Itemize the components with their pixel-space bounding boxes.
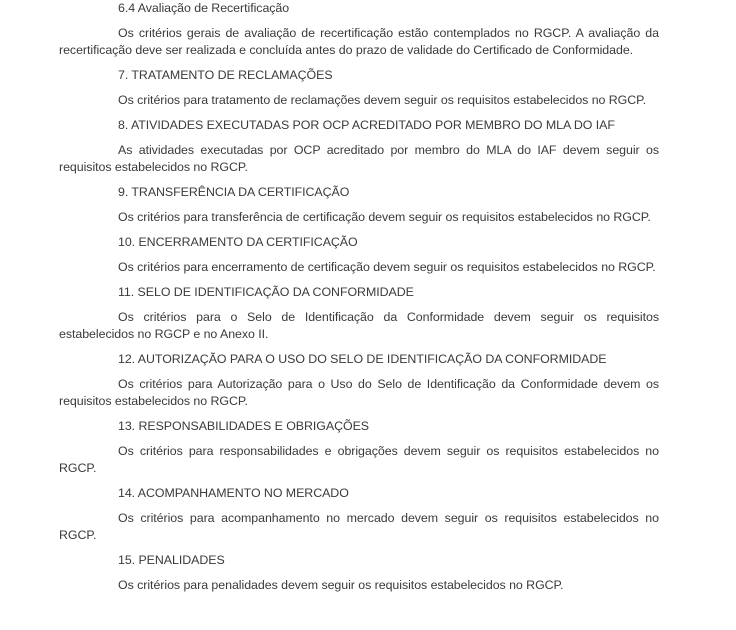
section-heading: 15. PENALIDADES <box>118 553 225 567</box>
section-paragraph: Os critérios para o Selo de Identificação da Conformidade devem seguir os requisitos estabelecidos no RGCP e no Anexo II. <box>59 310 659 341</box>
section-paragraph: Os critérios para transferência de certificação devem seguir os requisitos estabelecidos no RGCP. <box>118 210 651 224</box>
section-heading: 9. TRANSFERÊNCIA DA CERTIFICAÇÃO <box>118 185 350 199</box>
section-paragraph: Os critérios para responsabilidades e obrigações devem seguir os requisitos estabelecidos no RGCP. <box>59 444 659 475</box>
section-paragraph: Os critérios para encerramento de certificação devem seguir os requisitos estabelecidos no RGCP. <box>118 260 656 274</box>
section-paragraph: Os critérios gerais de avaliação de recertificação estão contemplados no RGCP. A avaliação da recertificação deve ser realizada e concluída antes do prazo de validade do Certificado de Conformidade. <box>59 26 659 57</box>
section-paragraph: Os critérios para tratamento de reclamações devem seguir os requisitos estabelecidos no RGCP. <box>118 93 647 107</box>
section-paragraph: Os critérios para penalidades devem seguir os requisitos estabelecidos no RGCP. <box>118 578 564 592</box>
section-heading: 11. SELO DE IDENTIFICAÇÃO DA CONFORMIDADE <box>118 285 414 299</box>
section-heading: 7. TRATAMENTO DE RECLAMAÇÕES <box>118 68 333 82</box>
section-paragraph: Os critérios para Autorização para o Uso do Selo de Identificação da Conformidade devem os requisitos estabelecidos no RGCP. <box>59 377 659 408</box>
section-heading: 8. ATIVIDADES EXECUTADAS POR OCP ACREDITADO POR MEMBRO DO MLA DO IAF <box>118 118 615 132</box>
section-heading: 12. AUTORIZAÇÃO PARA O USO DO SELO DE IDENTIFICAÇÃO DA CONFORMIDADE <box>118 352 607 366</box>
section-paragraph: As atividades executadas por OCP acreditado por membro do MLA do IAF devem seguir os requisitos estabelecidos no RGCP. <box>59 143 659 174</box>
section-heading: 14. ACOMPANHAMENTO NO MERCADO <box>118 486 349 500</box>
document-body <box>59 0 659 594</box>
section-paragraph: Os critérios para acompanhamento no mercado devem seguir os requisitos estabelecidos no RGCP. <box>59 511 659 542</box>
section-heading: 13. RESPONSABILIDADES E OBRIGAÇÕES <box>118 419 370 433</box>
section-heading: 10. ENCERRAMENTO DA CERTIFICAÇÃO <box>118 235 358 249</box>
section-heading: 6.4 Avaliação de Recertificação <box>118 1 290 15</box>
